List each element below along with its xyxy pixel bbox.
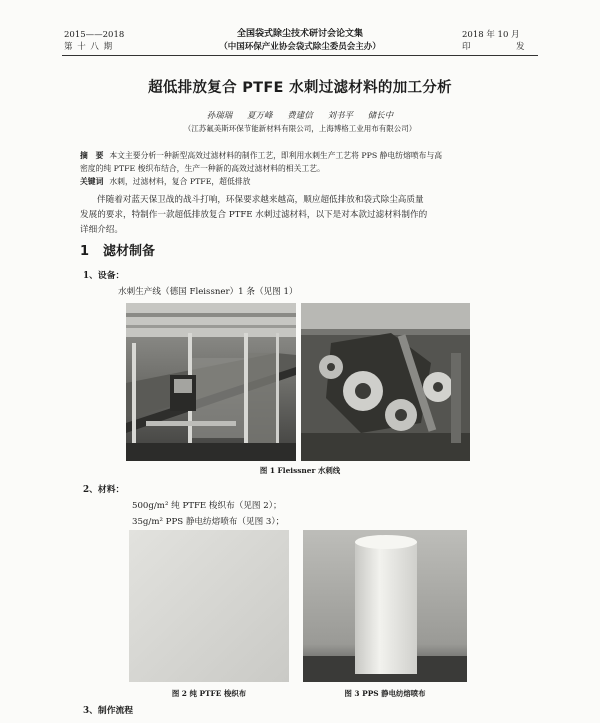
figure-3-caption: 图 3 PPS 静电纺熔喷布 (344, 689, 426, 698)
author: 储长中 (367, 111, 394, 121)
affiliation: （江苏氟美斯环保节能新材料有限公司，上海博格工业用布有限公司） (183, 124, 417, 133)
keywords-line (80, 176, 532, 189)
header-proceedings-title: 全国袋式除尘技术研讨会论文集 (236, 29, 363, 39)
abstract-text: 本文主要分析一种新型高效过滤材料的制作工艺，即利用水刺生产工艺将 PPS 静电纺熔喷布与高 (109, 151, 443, 160)
equipment-text: 水刺生产线（德国 Fleissner）1 条（见图 1） (118, 287, 298, 297)
material-ptfe: 500g/m² 纯 PTFE 梭织布（见图 2）； (132, 501, 282, 511)
author: 刘书平 (327, 111, 353, 121)
header-print-2: 发 (516, 42, 525, 52)
header-organizer: （中国环保产业协会袋式除尘委员会主办） (219, 42, 381, 52)
intro-line-1: 伴随着对蓝天保卫战的战斗打响，环保要求越来越高，顺应超低排放和袋式除尘高质量 (97, 195, 424, 205)
abstract-label: 摘 要 (80, 151, 104, 160)
ptfe-fabric-photo (129, 530, 289, 682)
figure-3-photo (303, 530, 467, 682)
figure-1-caption: 图 1 Fleissner 水刺线 (259, 466, 341, 475)
header-rule (62, 55, 538, 56)
author-list (100, 109, 500, 121)
section-number: 1 (80, 244, 90, 259)
header-print-1: 印 (462, 42, 471, 52)
abstract-line-1 (80, 150, 532, 163)
author: 孙瑞瑞 (206, 111, 233, 121)
equipment-heading: 1、设备： (83, 271, 125, 281)
author: 费建信 (287, 111, 313, 121)
section-heading (80, 240, 155, 259)
author: 夏万峰 (247, 111, 273, 121)
hydroentangling-line-photo (126, 303, 296, 461)
figure-1-right-photo (301, 303, 470, 461)
abstract-line-2: 密度的纯 PTFE 梭织布结合，生产一种新的高效过滤材料的相关工艺。 (80, 164, 325, 173)
process-heading: 3、制作流程 (83, 706, 134, 716)
materials-heading: 2、材料： (83, 485, 125, 495)
keywords-label: 关键词 (80, 177, 104, 186)
header-issue: 第 十 八 期 (64, 42, 114, 52)
paper-title: 超低排放复合 PTFE 水刺过滤材料的加工分析 (148, 80, 452, 96)
figure-1-left-photo (126, 303, 296, 461)
hydroentangling-rollers-photo (301, 303, 470, 461)
pps-meltblown-roll-photo (303, 530, 467, 682)
header-volume: 2015——2018 (64, 30, 125, 40)
figure-2-caption: 图 2 纯 PTFE 梭织布 (171, 689, 247, 698)
section-title: 滤材制备 (103, 244, 156, 259)
intro-line-3: 详细介绍。 (80, 225, 123, 235)
intro-line-2: 发展的要求，特制作一款超低排放复合 PTFE 水刺过滤材料，以下是对本款过滤材料制作的 (80, 210, 428, 220)
keywords-text: 水刺，过滤材料，复合 PTFE，超低排放 (109, 177, 251, 186)
figure-2-photo (129, 530, 289, 682)
material-pps: 35g/m² PPS 静电纺熔喷布（见图 3）； (132, 517, 285, 527)
header-date: 2018 年 10 月 (462, 30, 520, 40)
